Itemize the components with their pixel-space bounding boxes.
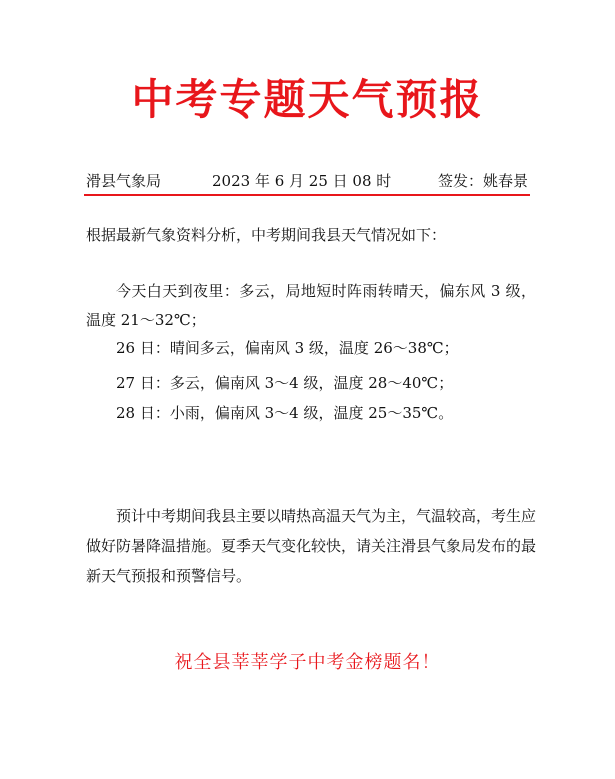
- document-header: [86, 170, 528, 192]
- forecast-day-28: 28 日：小雨，偏南风 3～4 级，温度 25～35℃。: [116, 404, 454, 422]
- signer: 签发：姚春景: [437, 172, 528, 190]
- closing-wish: 祝全县莘莘学子中考金榜题名！: [174, 652, 441, 673]
- forecast-day-27: 27 日：多云，偏南风 3～4 级，温度 28～40℃；: [116, 374, 454, 392]
- document-title: 中考专题天气预报: [131, 75, 484, 124]
- forecast-today: 今天白天到夜里：多云，局地短时阵雨转晴天，偏东风 3 级，温度 21～32℃；: [86, 282, 536, 329]
- forecast-day-26: 26 日：晴间多云，偏南风 3 级，温度 26～38℃；: [116, 339, 459, 357]
- issue-datetime: 2023 年 6 月 25 日 08 时: [212, 172, 392, 190]
- intro-paragraph: 根据最新气象资料分析，中考期间我县天气情况如下：: [86, 226, 447, 244]
- issuing-agency: 滑县气象局: [86, 172, 162, 190]
- outlook-paragraph: 预计中考期间我县主要以晴热高温天气为主，气温较高，考生应做好防暑降温措施。夏季天气变化较快，请关注滑县气象局发布的最新天气预报和预警信号。: [86, 507, 537, 585]
- header-divider: [84, 194, 530, 196]
